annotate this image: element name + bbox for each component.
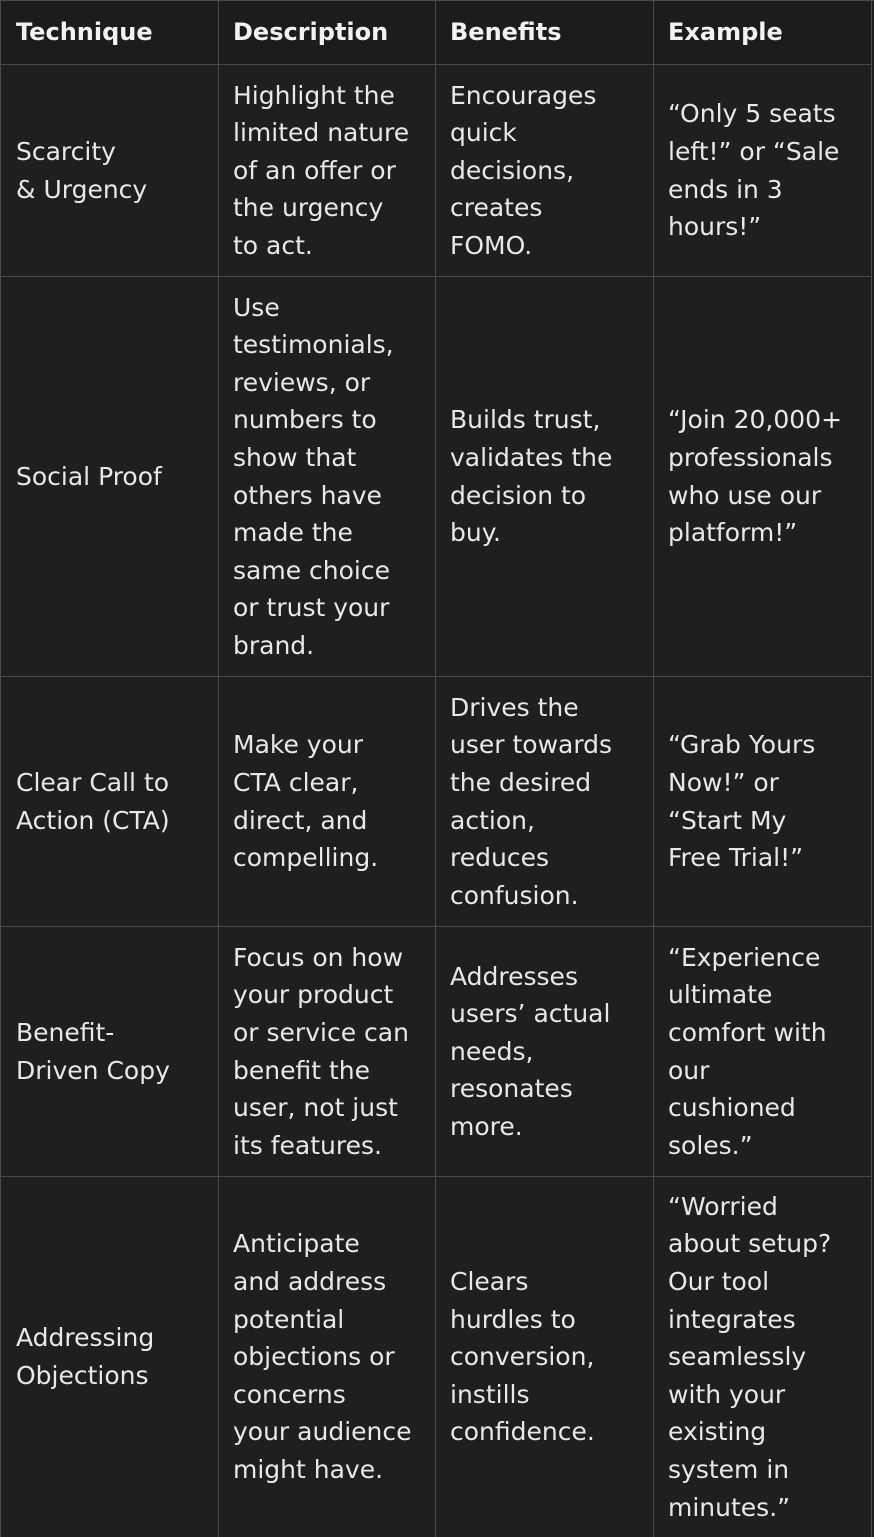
row-4-description: Focus on how your product or service can benefit the user, not just its features. <box>219 927 436 1177</box>
row-1-example: “Only 5 seats left!” or “Sale ends in 3 hours!” <box>654 65 872 277</box>
row-2-benefits: Builds trust, validates the decision to buy. <box>436 277 654 677</box>
header-benefits: Benefits <box>436 1 654 65</box>
header-technique: Technique <box>1 1 219 65</box>
row-3-technique: Clear Call to Action (CTA) <box>1 677 219 927</box>
row-1-technique: Scarcity & Urgency <box>1 65 219 277</box>
row-5-description: Anticipate and address potential objections or concerns your audience might have. <box>219 1177 436 1537</box>
row-3-example: “Grab Yours Now!” or “Start My Free Trial!” <box>654 677 872 927</box>
row-3-benefits: Drives the user towards the desired action, reduces confusion. <box>436 677 654 927</box>
row-1-description: Highlight the limited nature of an offer or the urgency to act. <box>219 65 436 277</box>
row-2-example: “Join 20,000+ professionals who use our platform!” <box>654 277 872 677</box>
row-2-technique: Social Proof <box>1 277 219 677</box>
row-5-benefits: Clears hurdles to conversion, instills confidence. <box>436 1177 654 1537</box>
row-4-benefits: Addresses users’ actual needs, resonates more. <box>436 927 654 1177</box>
row-5-example: “Worried about setup? Our tool integrates seamlessly with your existing system in minutes.” <box>654 1177 872 1537</box>
row-4-technique: Benefit- Driven Copy <box>1 927 219 1177</box>
row-2-description: Use testimonials, reviews, or numbers to show that others have made the same choice or trust your brand. <box>219 277 436 677</box>
header-description: Description <box>219 1 436 65</box>
row-4-example: “Experience ultimate comfort with our cushioned soles.” <box>654 927 872 1177</box>
row-5-technique: Addressing Objections <box>1 1177 219 1537</box>
row-1-benefits: Encourages quick decisions, creates FOMO. <box>436 65 654 277</box>
row-3-description: Make your CTA clear, direct, and compelling. <box>219 677 436 927</box>
header-example: Example <box>654 1 872 65</box>
